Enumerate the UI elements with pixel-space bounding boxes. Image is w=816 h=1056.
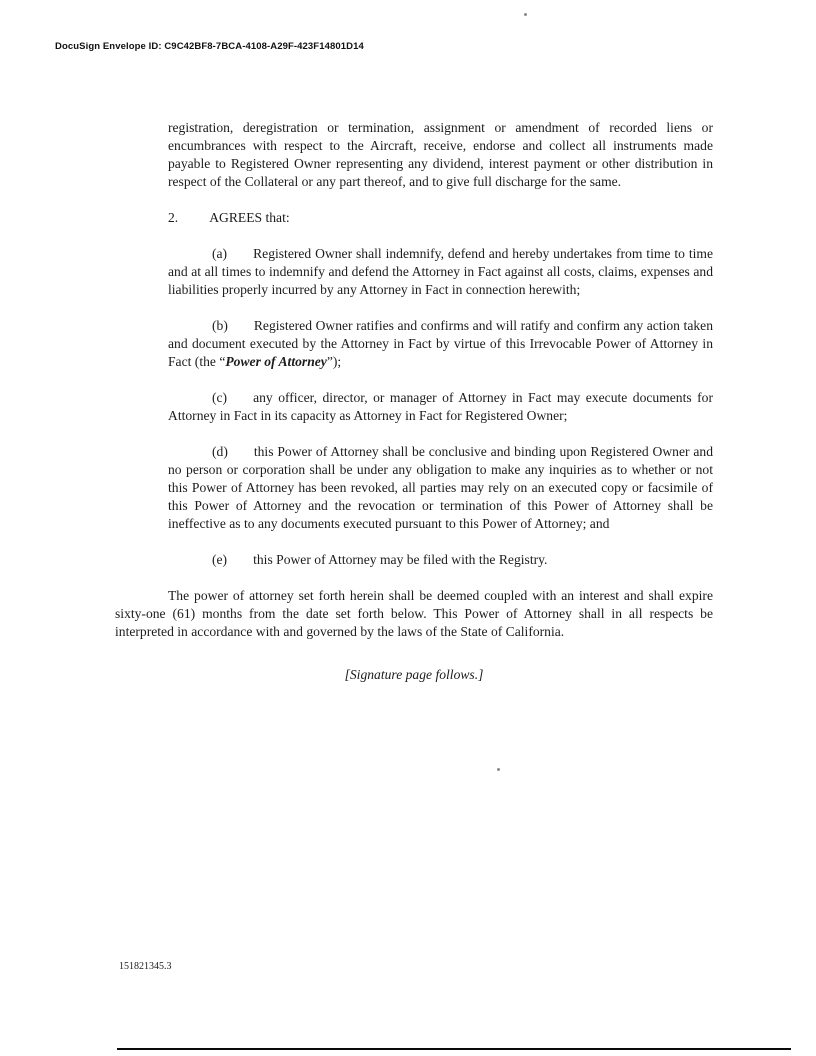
closing-paragraph: The power of attorney set forth herein shall be deemed coupled with an interest and shall expire sixty-one (61) months from the date set forth below. This Power of Attorney shall in all respects be interpreted in accordance with and governed by the laws of the State of California. [115, 588, 713, 639]
scan-artifact-dot [524, 13, 527, 16]
subsection-d-text: this Power of Attorney shall be conclusive and binding upon Registered Owner and no person or corporation shall be under any obligation to make any inquiries as to whether or not this Power of Attorney has been revoked, all parties may rely on an executed copy or facsimile of this Power of Attorney and the revocation or termination of this Power of Attorney shall be ineffective as to any documents executed pursuant to this Power of Attorney; and [168, 444, 713, 531]
document-number: 151821345.3 [119, 961, 172, 972]
subsection-a-label: (a) [212, 246, 228, 261]
subsection-b-label: (b) [212, 318, 228, 333]
document-body [115, 119, 713, 684]
subsection-a [168, 245, 713, 299]
subsection-e-label: (e) [212, 552, 228, 567]
subsection-b-text-after: ”); [326, 354, 342, 369]
subsection-d-label: (d) [212, 444, 228, 459]
subsection-d [168, 443, 713, 533]
continuation-paragraph: registration, deregistration or termination, assignment or amendment of recorded liens or encumbrances with respect to the Aircraft, receive, endorse and collect all instruments made payable to Registered Owner representing any dividend, interest payment or other distribution in respect of the Collateral or any part thereof, and to give full discharge for the same. [168, 120, 713, 189]
scan-artifact-dot [497, 768, 500, 771]
subsection-c-label: (c) [212, 390, 228, 405]
subsection-c-text: any officer, director, or manager of Attorney in Fact may execute documents for Attorney in Fact in its capacity as Attorney in Fact for Registered Owner; [168, 390, 713, 423]
section-number: 2. [168, 210, 179, 225]
subsection-e [168, 551, 713, 569]
subsection-e-text: this Power of Attorney may be filed with the Registry. [253, 552, 548, 567]
section-title: AGREES that: [209, 210, 290, 225]
section-2-heading [168, 209, 713, 227]
signature-note: [Signature page follows.] [344, 667, 484, 682]
subsection-c [168, 389, 713, 425]
docusign-envelope-id: DocuSign Envelope ID: C9C42BF8-7BCA-4108-A29F-423F14801D14 [55, 41, 364, 52]
numbered-section-block [168, 119, 713, 569]
subsection-b-defined-term: Power of Attorney [225, 354, 327, 369]
scan-artifact-line [117, 1048, 791, 1050]
subsection-b [168, 317, 713, 371]
subsection-b-text-before: Registered Owner ratifies and confirms and will ratify and confirm any action taken and document executed by the Attorney in Fact by virtue of this Irrevocable Power of Attorney in Fact (the “ [168, 318, 713, 369]
subsection-a-text: Registered Owner shall indemnify, defend and hereby undertakes from time to time and at all times to indemnify and defend the Attorney in Fact against all costs, claims, expenses and liabilities properly incurred by any Attorney in Fact in connection herewith; [168, 246, 713, 297]
